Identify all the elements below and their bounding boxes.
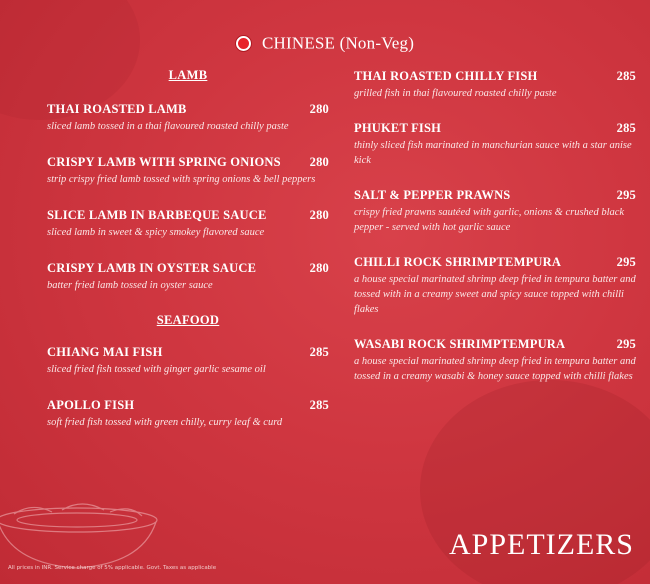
menu-item xyxy=(47,101,329,134)
item-price: 280 xyxy=(309,208,329,222)
item-description: strip crispy fried lamb tossed with spring onions & bell peppers xyxy=(47,174,316,185)
left-column xyxy=(47,68,329,450)
item-name: SLICE LAMB IN BARBEQUE SAUCE xyxy=(47,208,267,222)
page-title: CHINESE (Non-Veg) xyxy=(261,33,415,53)
section-title-seafood: SEAFOOD xyxy=(156,313,220,327)
item-description: a house special marinated shrimp deep fried in tempura batter and tossed with in a creamy sweet and spicy sauce topped with chilli flakes xyxy=(354,274,636,315)
menu-item xyxy=(354,254,636,317)
item-description: sliced lamb tossed in a thai flavoured roasted chilly paste xyxy=(47,121,289,132)
item-price: 295 xyxy=(616,337,636,351)
item-price: 285 xyxy=(616,121,636,135)
menu-item xyxy=(47,154,329,187)
menu-item xyxy=(354,120,636,168)
item-name: SALT & PEPPER PRAWNS xyxy=(354,188,511,202)
menu-item xyxy=(47,397,329,430)
menu-header xyxy=(0,33,650,54)
item-price: 285 xyxy=(309,398,329,412)
bowl-illustration-icon xyxy=(0,492,172,572)
item-description: thinly sliced fish marinated in manchurian sauce with a star anise kick xyxy=(354,140,632,166)
section-title-lamb: LAMB xyxy=(168,68,208,82)
item-price: 280 xyxy=(309,261,329,275)
item-price: 285 xyxy=(616,69,636,83)
item-description: a house special marinated shrimp deep fried in tempura batter and tossed in a creamy wasabi & honey sauce topped with chilli flakes xyxy=(354,356,636,382)
menu-item xyxy=(47,344,329,377)
category-banner: APPETIZERS xyxy=(448,528,634,561)
bullet-icon xyxy=(236,36,251,51)
item-name: PHUKET FISH xyxy=(354,121,442,135)
menu-item xyxy=(47,260,329,293)
item-name: APOLLO FISH xyxy=(47,398,135,412)
item-name: THAI ROASTED LAMB xyxy=(47,102,187,116)
item-name: CRISPY LAMB IN OYSTER SAUCE xyxy=(47,261,257,275)
right-column xyxy=(354,68,636,403)
item-name: CHIANG MAI FISH xyxy=(47,345,163,359)
item-price: 280 xyxy=(309,102,329,116)
item-price: 295 xyxy=(616,188,636,202)
item-description: soft fried fish tossed with green chilly, curry leaf & curd xyxy=(47,417,283,428)
menu-item xyxy=(354,187,636,235)
item-price: 280 xyxy=(309,155,329,169)
item-description: grilled fish in thai flavoured roasted chilly paste xyxy=(354,88,557,99)
menu-item xyxy=(354,336,636,384)
menu-item xyxy=(47,207,329,240)
item-name: CHILLI ROCK SHRIMPTEMPURA xyxy=(354,255,562,269)
item-price: 285 xyxy=(309,345,329,359)
footer-note: All prices in INR. Service charge of 5% applicable. Govt. Taxes as applicable xyxy=(8,565,217,571)
item-description: sliced fried fish tossed with ginger garlic sesame oil xyxy=(47,364,266,375)
item-description: crispy fried prawns sautéed with garlic, onions & crushed black pepper - served with hot garlic sauce xyxy=(354,207,625,233)
item-description: batter fried lamb tossed in oyster sauce xyxy=(47,280,213,291)
item-price: 295 xyxy=(616,255,636,269)
item-name: WASABI ROCK SHRIMPTEMPURA xyxy=(354,337,566,351)
menu-item xyxy=(354,68,636,101)
item-name: THAI ROASTED CHILLY FISH xyxy=(354,69,538,83)
item-description: sliced lamb in sweet & spicy smokey flavored sauce xyxy=(47,227,265,238)
item-name: CRISPY LAMB WITH SPRING ONIONS xyxy=(47,155,281,169)
